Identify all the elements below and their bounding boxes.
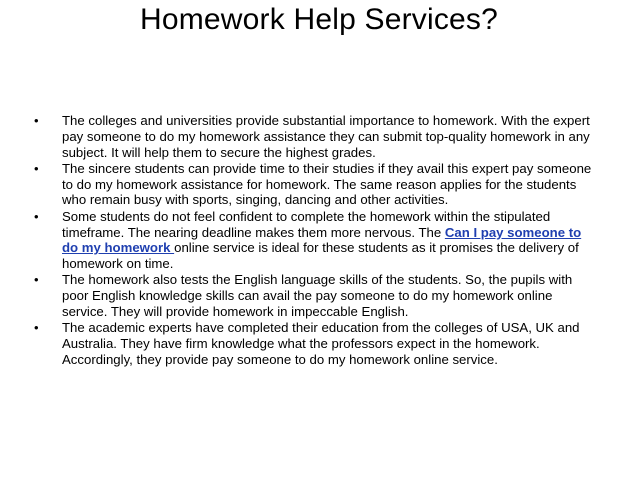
bullet-list xyxy=(34,113,594,368)
bullet-item xyxy=(34,113,594,160)
bullet-text: The academic experts have completed their education from the colleges of USA, UK and Australia. They have firm knowledge what the professors expect in the homework. Accordingly, they provide pay someone to do my homework online service. xyxy=(62,320,580,367)
pay-someone-link[interactable]: Can I pay someone to do my homework xyxy=(62,224,582,256)
bullet-icon: • xyxy=(34,160,39,176)
bullet-text-before-link: Some students do not feel confident to complete the homework within the stipulated timeframe. The nearing deadline makes them more nervous. The xyxy=(62,208,551,240)
bullet-item xyxy=(34,320,594,367)
bullet-icon: • xyxy=(34,272,39,288)
bullet-icon: • xyxy=(34,208,39,224)
bullet-text-after-link: online service is ideal for these students as it promises the delivery of homework on time. xyxy=(62,240,579,272)
bullet-icon: • xyxy=(34,113,39,128)
bullet-icon: • xyxy=(34,320,39,336)
bullet-text: The homework also tests the English language skills of the students. So, the pupils with poor English knowledge skills can avail the pay someone to do my homework online service. They will provide homework in impeccable English. xyxy=(62,272,573,320)
bullet-item xyxy=(34,272,594,319)
slide-title: Homework Help Services? xyxy=(139,3,499,36)
bullet-item xyxy=(34,209,594,272)
bullet-item xyxy=(34,161,594,208)
bullet-text: The colleges and universities provide substantial importance to homework. With the expert pay someone to do my homework assistance they can submit top-quality homework in any subject. It will help them to secure the highest grades. xyxy=(62,113,590,160)
bullet-text: The sincere students can provide time to their studies if they avail this expert pay someone to do my homework assistance for homework. The same reason applies for the students who remain busy with sports, singing, dancing and other activities. xyxy=(62,160,592,208)
